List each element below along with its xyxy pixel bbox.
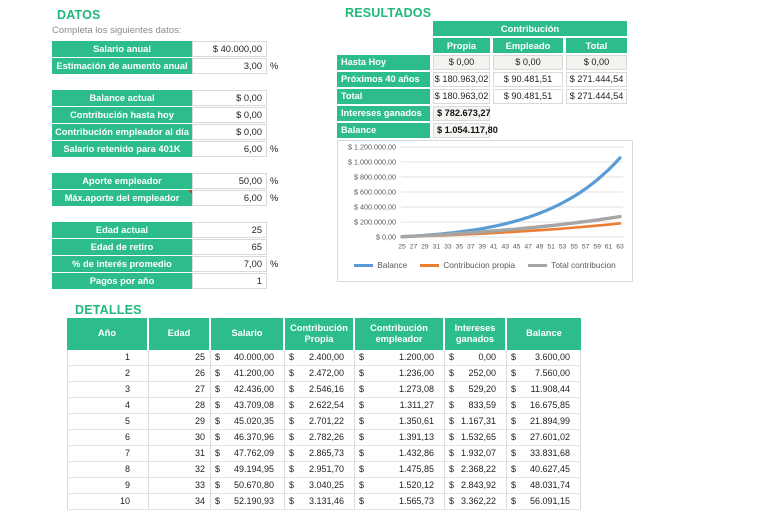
resultados-col-header: Propia (433, 38, 490, 53)
detalles-cell: $ 27.601,02 (507, 430, 581, 446)
field-label: % de interés promedio (52, 256, 192, 272)
detalles-cell: $ 1.520,12 (355, 478, 445, 494)
detalles-cell: 3 (67, 382, 149, 398)
detalles-cell: $ 3.131,46 (285, 494, 355, 510)
chart-legend (338, 260, 632, 270)
detalles-cell: $ 47.762,09 (211, 446, 285, 462)
x-axis-tick-label: 53 (558, 243, 567, 251)
detalles-cell: 29 (149, 414, 211, 430)
detalles-cell: $ 833,59 (445, 398, 507, 414)
detalles-table (67, 318, 581, 510)
percent-suffix: % (270, 144, 279, 154)
resultados-row-label: Total (337, 89, 430, 104)
detalles-cell: $ 1.565,73 (355, 494, 445, 510)
resultados-summary-value: $ 1.054.117,80 (433, 123, 490, 138)
detalles-cell: $ 52.190,93 (211, 494, 285, 510)
detalles-cell: $ 2.622,54 (285, 398, 355, 414)
detalles-cell: 25 (149, 350, 211, 366)
detalles-col-header: Intereses ganados (445, 318, 507, 350)
resultados-value-cell: $ 0,00 (433, 55, 490, 70)
legend-item-total-contribucion (528, 260, 616, 270)
detalles-cell: 1 (67, 350, 149, 366)
field-label: Edad actual (52, 222, 192, 238)
x-axis-tick-label: 47 (524, 243, 532, 251)
field-value-cell[interactable]: 6,00 (192, 190, 267, 206)
detalles-cell: 26 (149, 366, 211, 382)
detalles-cell: $ 16.675,85 (507, 398, 581, 414)
x-axis-tick-label: 51 (547, 243, 555, 251)
field-value-cell[interactable]: 7,00 (192, 256, 267, 272)
detalles-cell: $ 1.311,27 (355, 398, 445, 414)
detalles-cell: $ 50.670,80 (211, 478, 285, 494)
field-label: Máx.aporte del empleador (52, 190, 192, 206)
detalles-cell: $ 3.600,00 (507, 350, 581, 366)
x-axis-tick-label: 37 (467, 243, 475, 251)
datos-row (52, 273, 297, 289)
detalles-cell: 6 (67, 430, 149, 446)
detalles-cell: $ 49.194,95 (211, 462, 285, 478)
detalles-cell: $ 2.865,73 (285, 446, 355, 462)
chart-plot-area (338, 141, 632, 258)
x-axis-tick-label: 33 (444, 243, 452, 251)
detalles-cell: $ 1.391,13 (355, 430, 445, 446)
legend-line-swatch (528, 264, 547, 267)
detalles-cell: $ 1.167,31 (445, 414, 507, 430)
datos-group-2 (52, 90, 297, 157)
y-axis-tick-label: $ 600.000,00 (354, 187, 396, 197)
field-value-cell[interactable]: 6,00 (192, 141, 267, 157)
detalles-cell: $ 2.843,92 (445, 478, 507, 494)
datos-row (52, 239, 297, 255)
percent-suffix: % (270, 259, 279, 269)
detalles-cell: $ 1.236,00 (355, 366, 445, 382)
field-value-cell[interactable]: 25 (192, 222, 267, 238)
detalles-cell: 34 (149, 494, 211, 510)
detalles-col-header: Edad (149, 318, 211, 350)
detalles-cell: 33 (149, 478, 211, 494)
detalles-cell: $ 0,00 (445, 350, 507, 366)
detalles-cell: $ 1.273,08 (355, 382, 445, 398)
datos-row (52, 256, 297, 272)
detalles-cell: 2 (67, 366, 149, 382)
detalles-cell: 8 (67, 462, 149, 478)
field-value-cell[interactable]: $ 0,00 (192, 124, 267, 140)
datos-row (52, 90, 297, 106)
detalles-cell: $ 48.031,74 (507, 478, 581, 494)
datos-group-1 (52, 41, 297, 74)
x-axis-tick-label: 39 (478, 243, 487, 251)
legend-item-balance (354, 260, 407, 270)
field-label: Contribución hasta hoy (52, 107, 192, 123)
detalles-cell: $ 1.475,85 (355, 462, 445, 478)
resultados-row-label: Intereses ganados (337, 106, 430, 121)
datos-input-groups (52, 41, 297, 289)
field-value-cell[interactable]: $ 0,00 (192, 107, 267, 123)
percent-suffix: % (270, 176, 279, 186)
x-axis-tick-label: 49 (535, 243, 544, 251)
datos-group-4 (52, 222, 297, 289)
x-axis-tick-label: 41 (490, 243, 498, 251)
datos-row (52, 190, 297, 206)
resultados-title: RESULTADOS (345, 6, 432, 20)
detalles-cell: $ 1.532,65 (445, 430, 507, 446)
detalles-cell: $ 1.432,86 (355, 446, 445, 462)
field-label: Estimación de aumento anual (52, 58, 192, 74)
x-axis-tick-label: 27 (409, 243, 418, 251)
detalles-cell: $ 2.368,22 (445, 462, 507, 478)
detalles-cell: 30 (149, 430, 211, 446)
x-axis-tick-label: 45 (512, 243, 521, 251)
datos-group-3 (52, 173, 297, 206)
detalles-cell: $ 529,20 (445, 382, 507, 398)
field-value-cell[interactable]: 65 (192, 239, 267, 255)
percent-suffix: % (270, 61, 279, 71)
detalles-cell: 27 (149, 382, 211, 398)
datos-row (52, 58, 297, 74)
detalles-col-header: Salario (211, 318, 285, 350)
contribucion-span-header: Contribución (433, 21, 627, 36)
detalles-cell: $ 1.350,61 (355, 414, 445, 430)
detalles-cell: $ 43.709,08 (211, 398, 285, 414)
detalles-cell: 9 (67, 478, 149, 494)
x-axis-tick-label: 35 (455, 243, 464, 251)
comment-indicator-icon (188, 190, 192, 194)
detalles-cell: $ 56.091,15 (507, 494, 581, 510)
detalles-col-header: Contribución empleador (355, 318, 445, 350)
detalles-cell: $ 1.200,00 (355, 350, 445, 366)
resultados-value-cell: $ 180.963,02 (433, 72, 490, 87)
resultados-table (337, 21, 627, 138)
resultados-value-cell: $ 271.444,54 (566, 89, 627, 104)
detalles-cell: $ 2.951,70 (285, 462, 355, 478)
detalles-cell: $ 42.436,00 (211, 382, 285, 398)
x-axis-tick-label: 29 (421, 243, 429, 251)
legend-line-swatch (354, 264, 373, 267)
x-axis-tick-label: 55 (570, 243, 578, 251)
field-value-cell[interactable]: 50,00 (192, 173, 267, 189)
detalles-cell: 7 (67, 446, 149, 462)
field-value-cell[interactable]: 3,00 (192, 58, 267, 74)
resultados-col-header: Total (566, 38, 627, 53)
field-label: Pagos por año (52, 273, 192, 289)
field-label: Edad de retiro (52, 239, 192, 255)
x-axis-tick-label: 25 (398, 243, 406, 251)
detalles-cell: 10 (67, 494, 149, 510)
series-balance (402, 158, 620, 237)
datos-row (52, 141, 297, 157)
field-label: Contribución empleador al día (52, 124, 192, 140)
y-axis-tick-label: $ 400.000,00 (354, 202, 396, 212)
detalles-cell: $ 2.701,22 (285, 414, 355, 430)
percent-suffix: % (270, 193, 279, 203)
detalles-cell: 5 (67, 414, 149, 430)
resultados-value-cell: $ 0,00 (566, 55, 627, 70)
detalles-cell: 32 (149, 462, 211, 478)
detalles-cell: $ 45.020,35 (211, 414, 285, 430)
resultados-row-label: Hasta Hoy (337, 55, 430, 70)
resultados-value-cell: $ 90.481,51 (493, 72, 563, 87)
detalles-cell: $ 2.472,00 (285, 366, 355, 382)
detalles-cell: $ 40.627,45 (507, 462, 581, 478)
x-axis-tick-label: 61 (604, 243, 613, 251)
resultados-value-cell: $ 271.444,54 (566, 72, 627, 87)
field-value-cell[interactable]: 1 (192, 273, 267, 289)
resultados-row-label: Próximos 40 años (337, 72, 430, 87)
y-axis-tick-label: $ 200.000,00 (354, 217, 396, 227)
field-label: Salario anual (52, 41, 192, 57)
field-value-cell[interactable]: $ 40.000,00 (192, 41, 267, 57)
datos-row (52, 41, 297, 57)
detalles-cell: $ 252,00 (445, 366, 507, 382)
detalles-cell: $ 1.932,07 (445, 446, 507, 462)
detalles-cell: 31 (149, 446, 211, 462)
detalles-cell: $ 2.782,26 (285, 430, 355, 446)
x-axis-tick-label: 57 (581, 243, 590, 251)
detalles-title: DETALLES (75, 303, 142, 317)
detalles-cell: $ 21.894,99 (507, 414, 581, 430)
detalles-cell: $ 46.370,96 (211, 430, 285, 446)
resultados-value-cell: $ 0,00 (493, 55, 563, 70)
resultados-summary-value: $ 782.673,27 (433, 106, 490, 121)
y-axis-tick-label: $ 800.000,00 (354, 172, 396, 182)
detalles-cell: $ 41.200,00 (211, 366, 285, 382)
legend-line-swatch (420, 264, 439, 267)
y-axis-tick-label: $ 1.200.000,00 (348, 142, 396, 152)
datos-row (52, 222, 297, 238)
legend-label: Contribucion propia (443, 260, 516, 270)
field-label: Aporte empleador (52, 173, 192, 189)
datos-row (52, 173, 297, 189)
field-value-cell[interactable]: $ 0,00 (192, 90, 267, 106)
datos-row (52, 107, 297, 123)
resultados-value-cell: $ 180.963,02 (433, 89, 490, 104)
legend-item-contribucion-propia (420, 260, 515, 270)
x-axis-tick-label: 43 (501, 243, 510, 251)
detalles-cell: $ 7.560,00 (507, 366, 581, 382)
detalles-cell: $ 40.000,00 (211, 350, 285, 366)
detalles-cell: $ 11.908,44 (507, 382, 581, 398)
detalles-col-header: Año (67, 318, 149, 350)
resultados-col-header: Empleado (493, 38, 563, 53)
datos-row (52, 124, 297, 140)
detalles-cell: $ 2.546,16 (285, 382, 355, 398)
y-axis-tick-label: $ 1.000.000,00 (348, 157, 396, 167)
resultados-row-label: Balance (337, 123, 430, 138)
datos-title: DATOS (57, 8, 101, 22)
datos-subtitle: Completa los siguientes datos: (52, 25, 182, 36)
legend-label: Total contribucion (551, 260, 616, 270)
y-axis-tick-label: $ 0,00 (376, 232, 396, 242)
balance-chart (337, 140, 633, 282)
resultados-value-cell: $ 90.481,51 (493, 89, 563, 104)
detalles-cell: $ 33.831,68 (507, 446, 581, 462)
detalles-cell: $ 3.362,22 (445, 494, 507, 510)
legend-label: Balance (377, 260, 408, 270)
x-axis-tick-label: 63 (616, 243, 624, 251)
datos-section (52, 8, 297, 290)
detalles-cell: $ 2.400,00 (285, 350, 355, 366)
x-axis-tick-label: 59 (593, 243, 601, 251)
x-axis-tick-label: 31 (432, 243, 441, 251)
field-label: Balance actual (52, 90, 192, 106)
detalles-cell: 28 (149, 398, 211, 414)
detalles-cell: $ 3.040,25 (285, 478, 355, 494)
detalles-col-header: Balance (507, 318, 581, 350)
field-label: Salario retenido para 401K (52, 141, 192, 157)
detalles-cell: 4 (67, 398, 149, 414)
detalles-col-header: Contribución Propia (285, 318, 355, 350)
